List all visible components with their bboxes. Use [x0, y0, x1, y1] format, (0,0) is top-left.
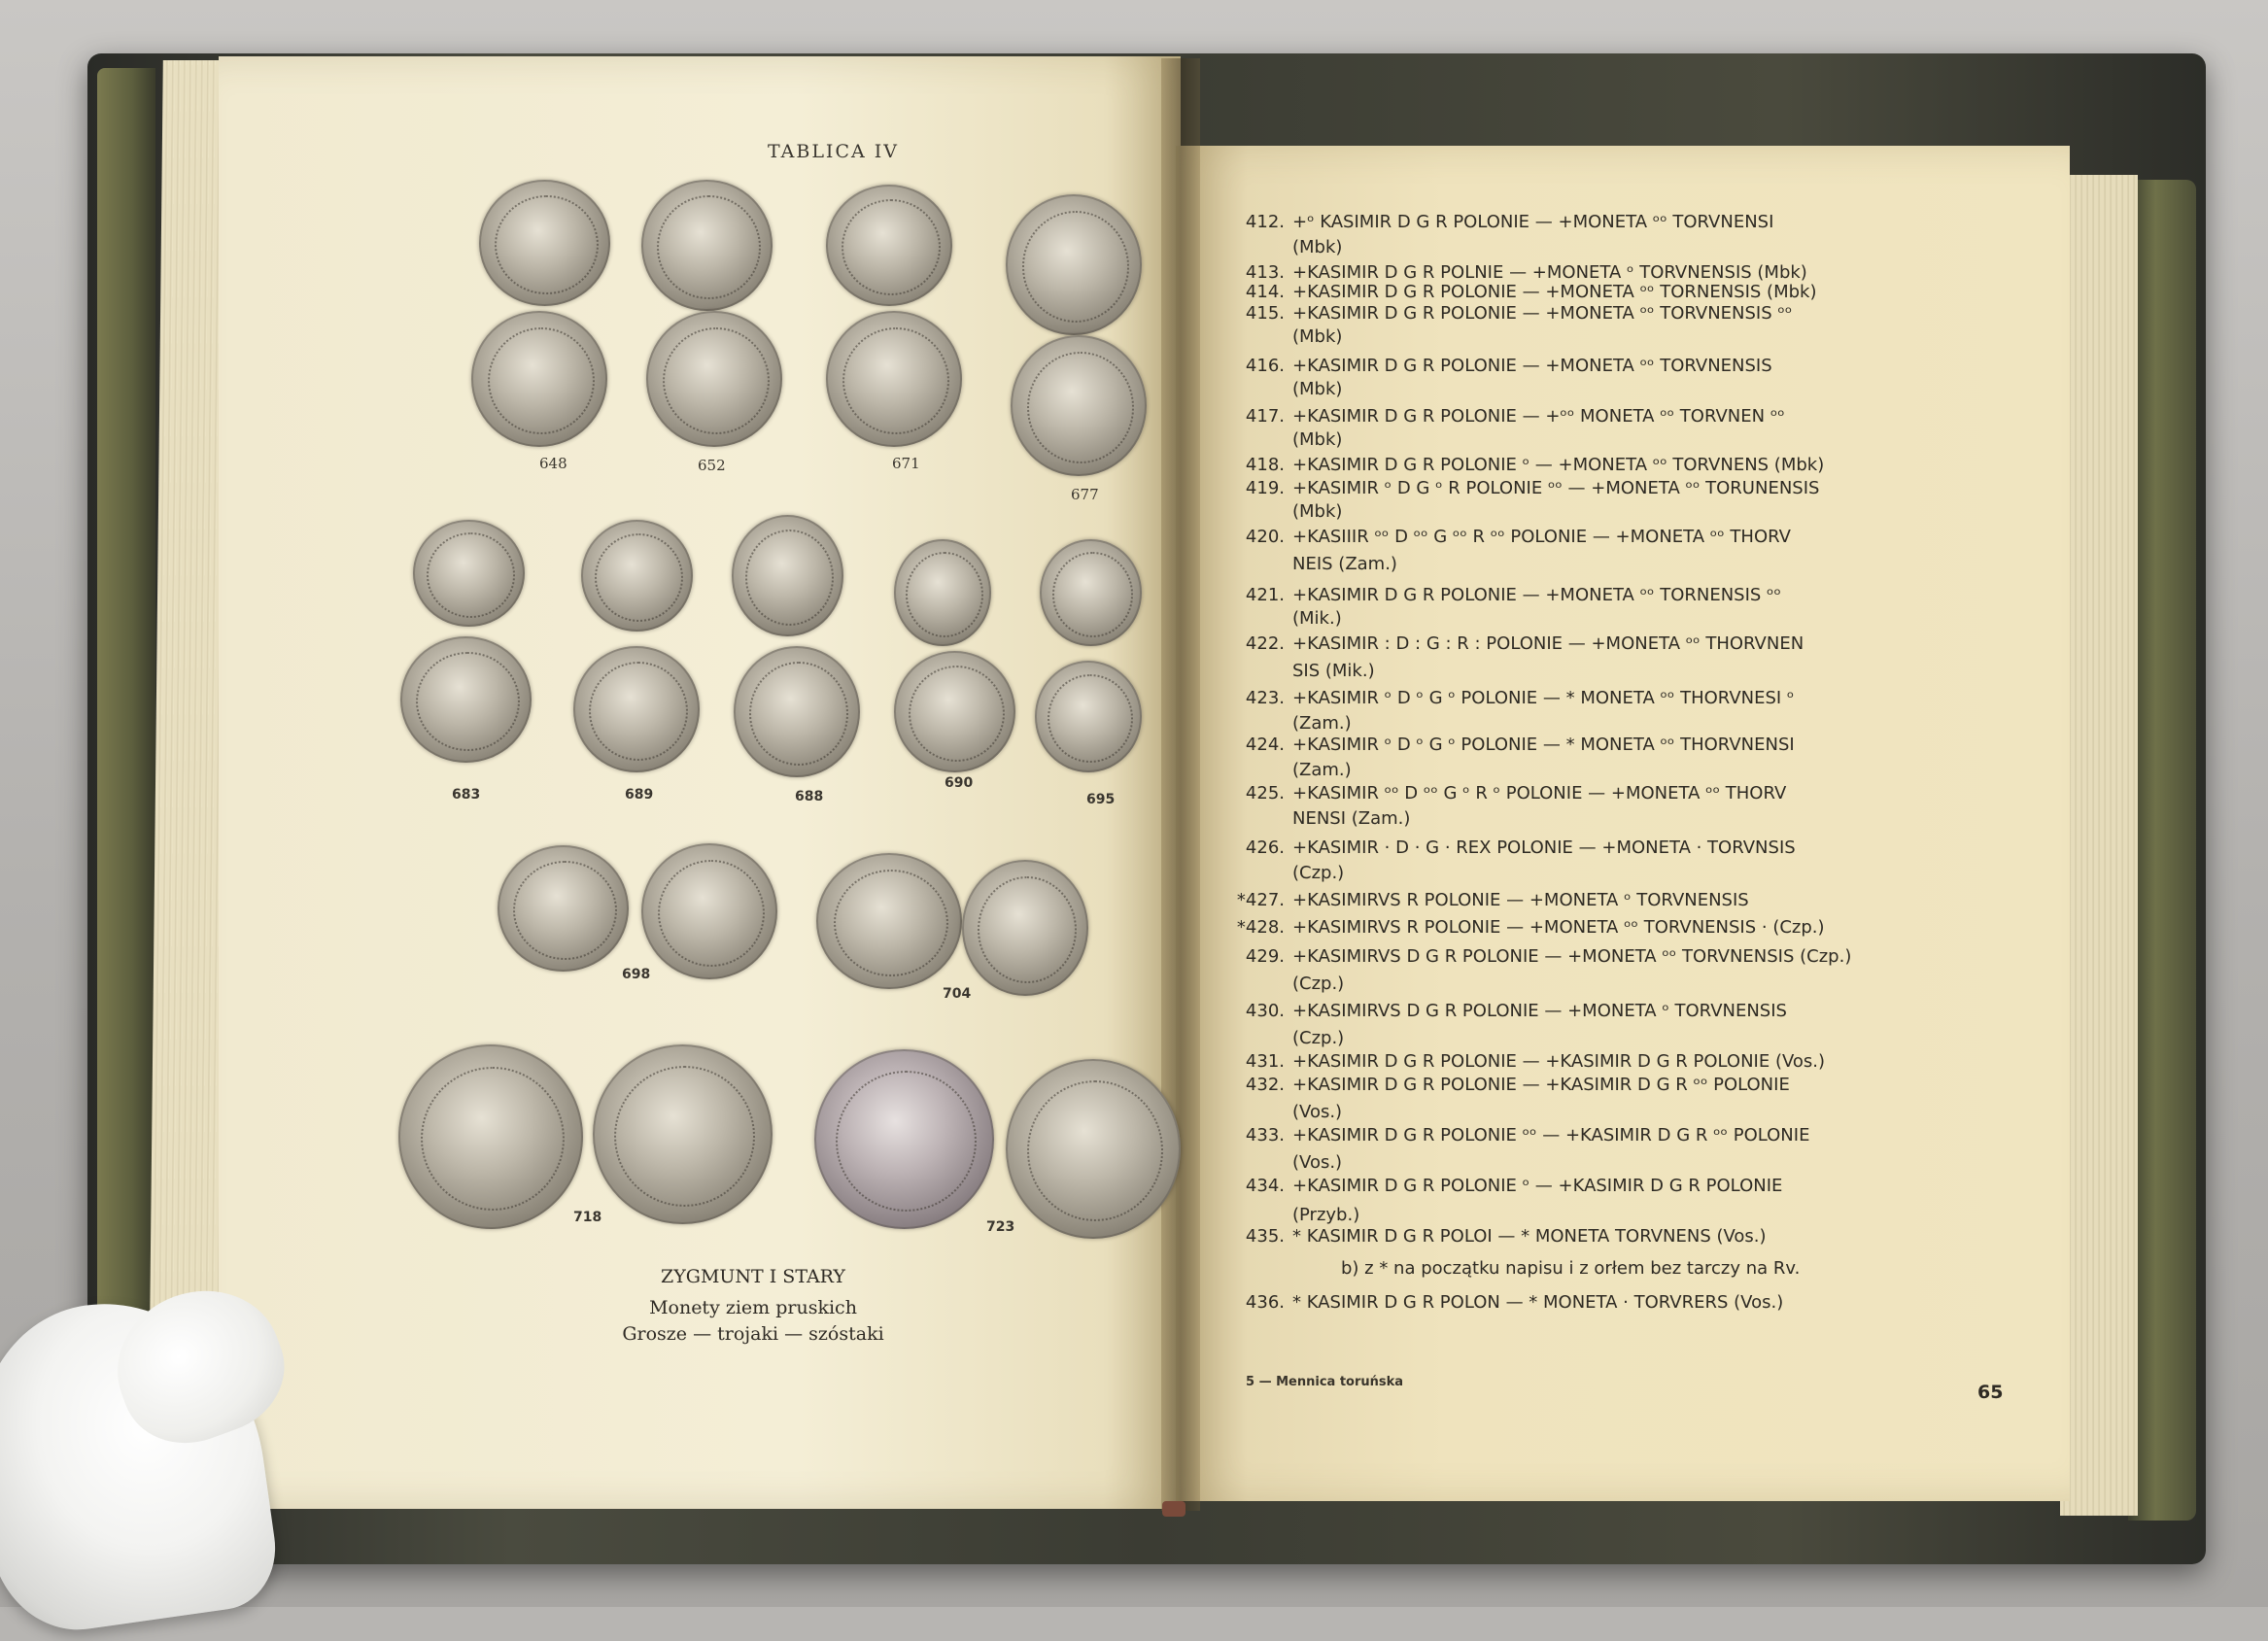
plate-title: TABLICA IV — [768, 141, 899, 162]
caption-line-1: Monety ziem pruskich — [649, 1297, 857, 1318]
entry-text: (Czp.) — [1292, 974, 1345, 994]
entry-text: +KASIMIR · D · G · REX POLONIE — +MONETA · TORVNSIS — [1292, 838, 1796, 858]
entry-text: +ᵒ KASIMIR D G R POLONIE — +MONETA ᵒᵒ TORVNENSI — [1292, 212, 1774, 232]
entry-text: +KASIMIR : D : G : R : POLONIE — +MONETA ᵒᵒ THORVNEN — [1292, 633, 1804, 654]
entry-text: +KASIMIR D G R POLONIE — +MONETA ᵒᵒ TORVNENSIS — [1292, 356, 1772, 376]
coin-image — [398, 1044, 583, 1229]
catalog-entry — [1224, 633, 1804, 654]
entry-text: +KASIMIR D G R POLONIE ᵒᵒ — +KASIMIR D G R ᵒᵒ POLONIE — [1292, 1125, 1810, 1145]
entry-number: 420. — [1245, 527, 1285, 547]
entry-number: 430. — [1245, 1001, 1285, 1021]
book-gutter — [1161, 58, 1200, 1511]
catalog-entry — [1224, 890, 1749, 910]
entry-text: * KASIMIR D G R POLON — * MONETA · TORVRERS (Vos.) — [1292, 1292, 1784, 1313]
entry-text: +KASIMIR D G R POLONIE — +KASIMIR D G R ᵒᵒ POLONIE — [1292, 1075, 1790, 1095]
catalog-entry — [1224, 1125, 1809, 1145]
catalog-entry — [1224, 1051, 1825, 1072]
entry-number: 417. — [1245, 406, 1285, 427]
entry-text: (Przyb.) — [1292, 1205, 1360, 1225]
coin-number-label: 690 — [945, 775, 974, 791]
entry-text: +KASIMIRVS D G R POLONIE — +MONETA ᵒ TORVNENSIS — [1292, 1001, 1787, 1021]
catalog-entry-continuation — [1292, 326, 1342, 347]
catalog-entry — [1224, 783, 1786, 803]
entry-number: 425. — [1245, 783, 1285, 803]
entry-text: +KASIMIR D G R POLONIE ᵒ — +KASIMIR D G R POLONIE — [1292, 1176, 1783, 1196]
entry-number: 414. — [1245, 282, 1285, 302]
coin-image — [1006, 194, 1142, 335]
catalog-entry — [1224, 455, 1824, 475]
coin-number-label: 677 — [1071, 486, 1099, 503]
entry-text: +KASIMIR D G R POLONIE — +ᵒᵒ MONETA ᵒᵒ TORVNEN ᵒᵒ — [1292, 406, 1785, 427]
entry-text: +KASIIIR ᵒᵒ D ᵒᵒ G ᵒᵒ R ᵒᵒ POLONIE — +MONETA ᵒᵒ THORV — [1292, 527, 1791, 547]
coin-image — [894, 539, 991, 646]
catalog-entry-continuation — [1292, 713, 1352, 734]
entry-number: 423. — [1245, 688, 1285, 708]
catalog-entry — [1224, 1176, 1782, 1196]
catalog-entry-continuation — [1292, 237, 1342, 257]
entry-text: SIS (Mik.) — [1292, 661, 1375, 681]
coin-image — [734, 646, 860, 777]
catalog-entry — [1224, 406, 1785, 427]
coin-image — [814, 1049, 994, 1229]
coin-image — [641, 843, 777, 979]
entry-text: (Czp.) — [1292, 863, 1345, 883]
catalog-entry — [1224, 262, 1807, 283]
coin-image — [413, 520, 525, 627]
entry-text: +KASIMIR ᵒ D ᵒ G ᵒ POLONIE — * MONETA ᵒᵒ THORVNENSI — [1292, 735, 1795, 755]
entry-number: 436. — [1245, 1292, 1285, 1313]
catalog-entry-continuation — [1292, 808, 1410, 829]
entry-text: +KASIMIR D G R POLONIE — +KASIMIR D G R POLONIE (Vos.) — [1292, 1051, 1826, 1072]
entry-text: +KASIMIRVS R POLONIE — +MONETA ᵒᵒ TORVNENSIS · (Czp.) — [1292, 917, 1825, 938]
coin-image — [479, 180, 610, 306]
catalog-entry — [1224, 585, 1781, 605]
coin-number-label: 723 — [986, 1219, 1015, 1235]
coin-image — [581, 520, 693, 632]
entry-text: +KASIMIR D G R POLONIE — +MONETA ᵒᵒ TORNENSIS (Mbk) — [1292, 282, 1817, 302]
entry-number: 431. — [1245, 1051, 1285, 1072]
coin-image — [894, 651, 1015, 772]
catalog-entry — [1224, 1226, 1767, 1247]
catalog-entry — [1224, 688, 1794, 708]
catalog-entry-continuation — [1292, 554, 1397, 574]
coin-image — [593, 1044, 773, 1224]
entry-number: 434. — [1245, 1176, 1285, 1196]
entry-text: +KASIMIR D G R POLONIE — +MONETA ᵒᵒ TORVNENSIS ᵒᵒ — [1292, 303, 1793, 324]
caption-title: ZYGMUNT I STARY — [661, 1266, 845, 1287]
entry-text: (Vos.) — [1292, 1152, 1343, 1173]
coin-number-label: 689 — [625, 787, 654, 803]
coin-number-label: 683 — [452, 787, 481, 803]
catalog-entry — [1224, 917, 1825, 938]
coin-number-label: 704 — [943, 986, 972, 1002]
entry-number: *427. — [1236, 890, 1285, 910]
catalog-entry-continuation — [1292, 429, 1342, 450]
catalog-entry-continuation — [1292, 501, 1342, 522]
coin-number-label: 695 — [1086, 792, 1116, 807]
entry-text: (Mbk) — [1292, 501, 1343, 522]
coin-image — [826, 185, 952, 306]
coin-image — [646, 311, 782, 447]
catalog-entry — [1224, 1292, 1783, 1313]
entry-text: (Mbk) — [1292, 326, 1343, 347]
catalog-entry-continuation — [1292, 661, 1375, 681]
coin-image — [1040, 539, 1142, 646]
catalog-entry-continuation — [1292, 1152, 1342, 1173]
entry-number: 412. — [1245, 212, 1285, 232]
coin-number-label: 671 — [892, 455, 920, 472]
catalog-entry — [1224, 527, 1791, 547]
entry-text: (Vos.) — [1292, 1102, 1343, 1122]
entry-text: +KASIMIR ᵒ D G ᵒ R POLONIE ᵒᵒ — +MONETA ᵒᵒ TORUNENSIS — [1292, 478, 1820, 498]
catalog-entry-continuation — [1292, 1102, 1342, 1122]
catalog-entry-continuation — [1292, 379, 1342, 399]
cover-edge-right — [2128, 180, 2196, 1521]
coin-image — [1006, 1059, 1181, 1239]
entry-number: 413. — [1245, 262, 1285, 283]
entry-number: 426. — [1245, 838, 1285, 858]
entry-text: +KASIMIRVS R POLONIE — +MONETA ᵒ TORVNENSIS — [1292, 890, 1749, 910]
coin-number-label: 718 — [573, 1210, 602, 1225]
page-stack-right — [2060, 175, 2138, 1516]
entry-number: *428. — [1236, 917, 1285, 938]
catalog-entry-continuation — [1292, 1205, 1359, 1225]
catalog-entry-continuation — [1292, 760, 1352, 780]
catalog-entry — [1224, 838, 1796, 858]
page-footer-title: 5 — Mennica toruńska — [1246, 1375, 1404, 1389]
coin-image — [826, 311, 962, 447]
catalog-entry — [1224, 1075, 1790, 1095]
section-note: b) z * na początku napisu i z orłem bez tarczy na Rv. — [1341, 1258, 1801, 1279]
coin-image — [641, 180, 773, 311]
coin-number-label: 688 — [795, 789, 824, 804]
catalog-entry-continuation — [1292, 974, 1344, 994]
entry-text: +KASIMIR ᵒ D ᵒ G ᵒ POLONIE — * MONETA ᵒᵒ THORVNESI ᵒ — [1292, 688, 1795, 708]
catalog-entry-continuation — [1292, 863, 1344, 883]
entry-text: +KASIMIR D G R POLONIE — +MONETA ᵒᵒ TORNENSIS ᵒᵒ — [1292, 585, 1781, 605]
catalog-entry — [1224, 303, 1792, 324]
catalog-entry — [1224, 212, 1773, 232]
coin-image — [816, 853, 962, 989]
entry-text: NENSI (Zam.) — [1292, 808, 1411, 829]
catalog-entry-continuation — [1292, 608, 1342, 629]
coin-image — [732, 515, 843, 636]
entry-text: (Mbk) — [1292, 429, 1343, 450]
entry-text: (Mbk) — [1292, 379, 1343, 399]
page-number: 65 — [1977, 1382, 2004, 1403]
catalog-entry — [1224, 1001, 1787, 1021]
entry-number: 422. — [1245, 633, 1285, 654]
entry-text: +KASIMIR ᵒᵒ D ᵒᵒ G ᵒ R ᵒ POLONIE — +MONETA ᵒᵒ THORV — [1292, 783, 1787, 803]
entry-number: 418. — [1245, 455, 1285, 475]
entry-text: (Zam.) — [1292, 713, 1352, 734]
entry-number: 433. — [1245, 1125, 1285, 1145]
entry-text: (Mbk) — [1292, 237, 1343, 257]
catalog-entry — [1224, 478, 1819, 498]
caption-line-2: Grosze — trojaki — szóstaki — [622, 1323, 884, 1345]
entry-number: 416. — [1245, 356, 1285, 376]
catalog-entry — [1224, 356, 1772, 376]
entry-text: +KASIMIR D G R POLNIE — +MONETA ᵒ TORVNENSIS (Mbk) — [1292, 262, 1807, 283]
entry-number: 435. — [1245, 1226, 1285, 1247]
coin-image — [962, 860, 1088, 996]
coin-image — [1011, 335, 1147, 476]
entry-number: 415. — [1245, 303, 1285, 324]
coin-image — [1035, 661, 1142, 772]
coin-number-label: 698 — [622, 967, 651, 982]
entry-text: NEIS (Zam.) — [1292, 554, 1397, 574]
catalog-entry — [1224, 946, 1851, 967]
catalog-entry — [1224, 282, 1816, 302]
catalog-entry — [1224, 735, 1795, 755]
coin-image — [498, 845, 629, 972]
coin-number-label: 652 — [698, 457, 726, 474]
entry-text: (Mik.) — [1292, 608, 1342, 629]
entry-text: (Zam.) — [1292, 760, 1352, 780]
entry-text: +KASIMIRVS D G R POLONIE — +MONETA ᵒᵒ TORVNENSIS (Czp.) — [1292, 946, 1852, 967]
entry-number: 429. — [1245, 946, 1285, 967]
entry-text: (Czp.) — [1292, 1028, 1345, 1048]
entry-number: 419. — [1245, 478, 1285, 498]
catalog-entry-continuation — [1292, 1028, 1344, 1048]
coin-image — [471, 311, 607, 447]
entry-number: 421. — [1245, 585, 1285, 605]
coin-image — [400, 636, 532, 763]
entry-text: +KASIMIR D G R POLONIE ᵒ — +MONETA ᵒᵒ TORVNENS (Mbk) — [1292, 455, 1825, 475]
entry-number: 432. — [1245, 1075, 1285, 1095]
entry-number: 424. — [1245, 735, 1285, 755]
entry-text: * KASIMIR D G R POLOI — * MONETA TORVNENS (Vos.) — [1292, 1226, 1767, 1247]
binding-thread — [1162, 1501, 1186, 1517]
coin-image — [573, 646, 700, 772]
coin-number-label: 648 — [539, 455, 567, 472]
